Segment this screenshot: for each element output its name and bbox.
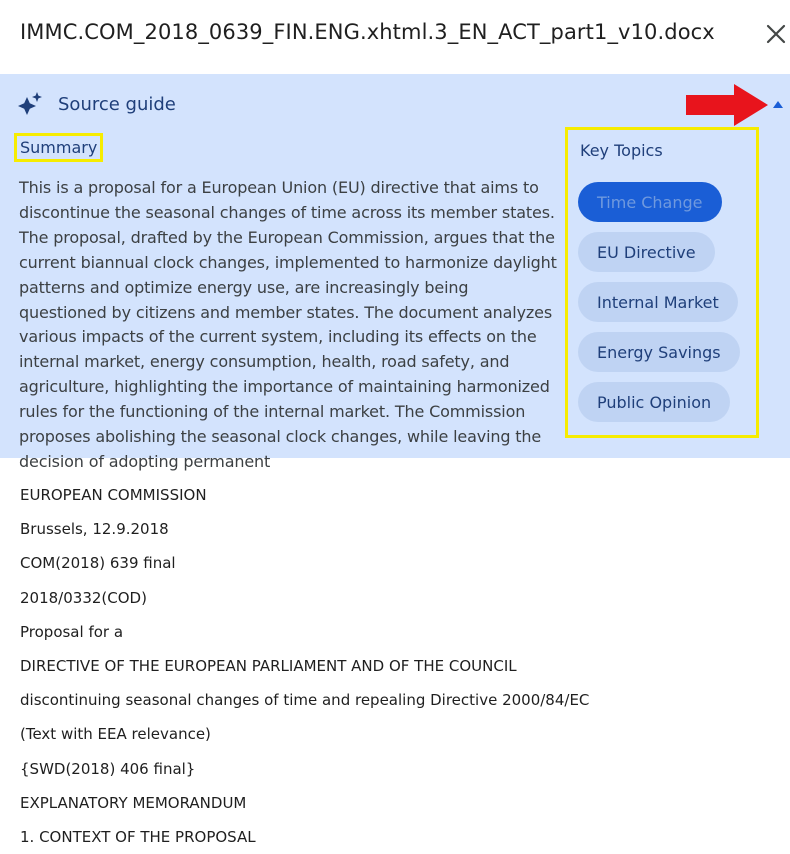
close-icon xyxy=(766,24,786,44)
doc-line-institution: EUROPEAN COMMISSION xyxy=(20,486,207,504)
summary-label: Summary xyxy=(14,133,103,162)
doc-line-reference: COM(2018) 639 final xyxy=(20,554,176,573)
doc-line-date: Brussels, 12.9.2018 xyxy=(20,520,169,539)
doc-line-context: 1. CONTEXT OF THE PROPOSAL xyxy=(20,827,256,846)
doc-line-subject: discontinuing seasonal changes of time and repealing Directive 2000/84/EC xyxy=(20,691,590,710)
source-guide-title: Source guide xyxy=(58,93,176,115)
summary-text: This is a proposal for a European Union (EU) directive that aims to discontinue the seasonal changes of time across its member states. The proposal, drafted by the European Commission, argues that the current biannual clock changes, implemented to harmonize daylight patterns and optimize energy use, are increasingly being questioned by citizens and member states. The document analyzes various impacts of the current system, including its effects on the internal market, energy consumption, health, road safety, and agriculture, highlighting the importance of maintaining harmonized rules for the functioning of the internal market. The Commission proposes abolishing the seasonal clock changes, while leaving the decision of adopting permanent xyxy=(19,178,557,471)
topic-chip-internal-market[interactable]: Internal Market xyxy=(578,282,738,322)
key-topics-section xyxy=(565,127,759,438)
sparkle-icon xyxy=(18,91,44,117)
topic-chip-public-opinion[interactable]: Public Opinion xyxy=(578,382,730,422)
doc-line-procedure: 2018/0332(COD) xyxy=(20,588,147,607)
doc-line-swd: {SWD(2018) 406 final} xyxy=(20,759,196,778)
viewer-header xyxy=(0,0,790,74)
file-title: IMMC.COM_2018_0639_FIN.ENG.xhtml.3_EN_ACT_part1_v10.docx xyxy=(20,20,715,44)
source-guide-panel xyxy=(0,74,790,471)
doc-line-proposal: Proposal for a xyxy=(20,622,124,641)
key-topics-label: Key Topics xyxy=(580,141,663,160)
topic-chip-time-change[interactable]: Time Change xyxy=(578,182,722,222)
caret-up-icon[interactable] xyxy=(771,98,785,110)
document-body xyxy=(20,478,780,854)
topic-chip-eu-directive[interactable]: EU Directive xyxy=(578,232,715,272)
annotation-arrow-icon xyxy=(686,84,772,126)
source-guide-header[interactable] xyxy=(18,90,176,118)
close-button[interactable] xyxy=(762,20,790,48)
doc-line-eea: (Text with EEA relevance) xyxy=(20,725,211,744)
topic-chip-energy-savings[interactable]: Energy Savings xyxy=(578,332,740,372)
doc-line-memorandum: EXPLANATORY MEMORANDUM xyxy=(20,793,247,812)
doc-line-directive-title: DIRECTIVE OF THE EUROPEAN PARLIAMENT AND OF THE COUNCIL xyxy=(20,656,517,675)
